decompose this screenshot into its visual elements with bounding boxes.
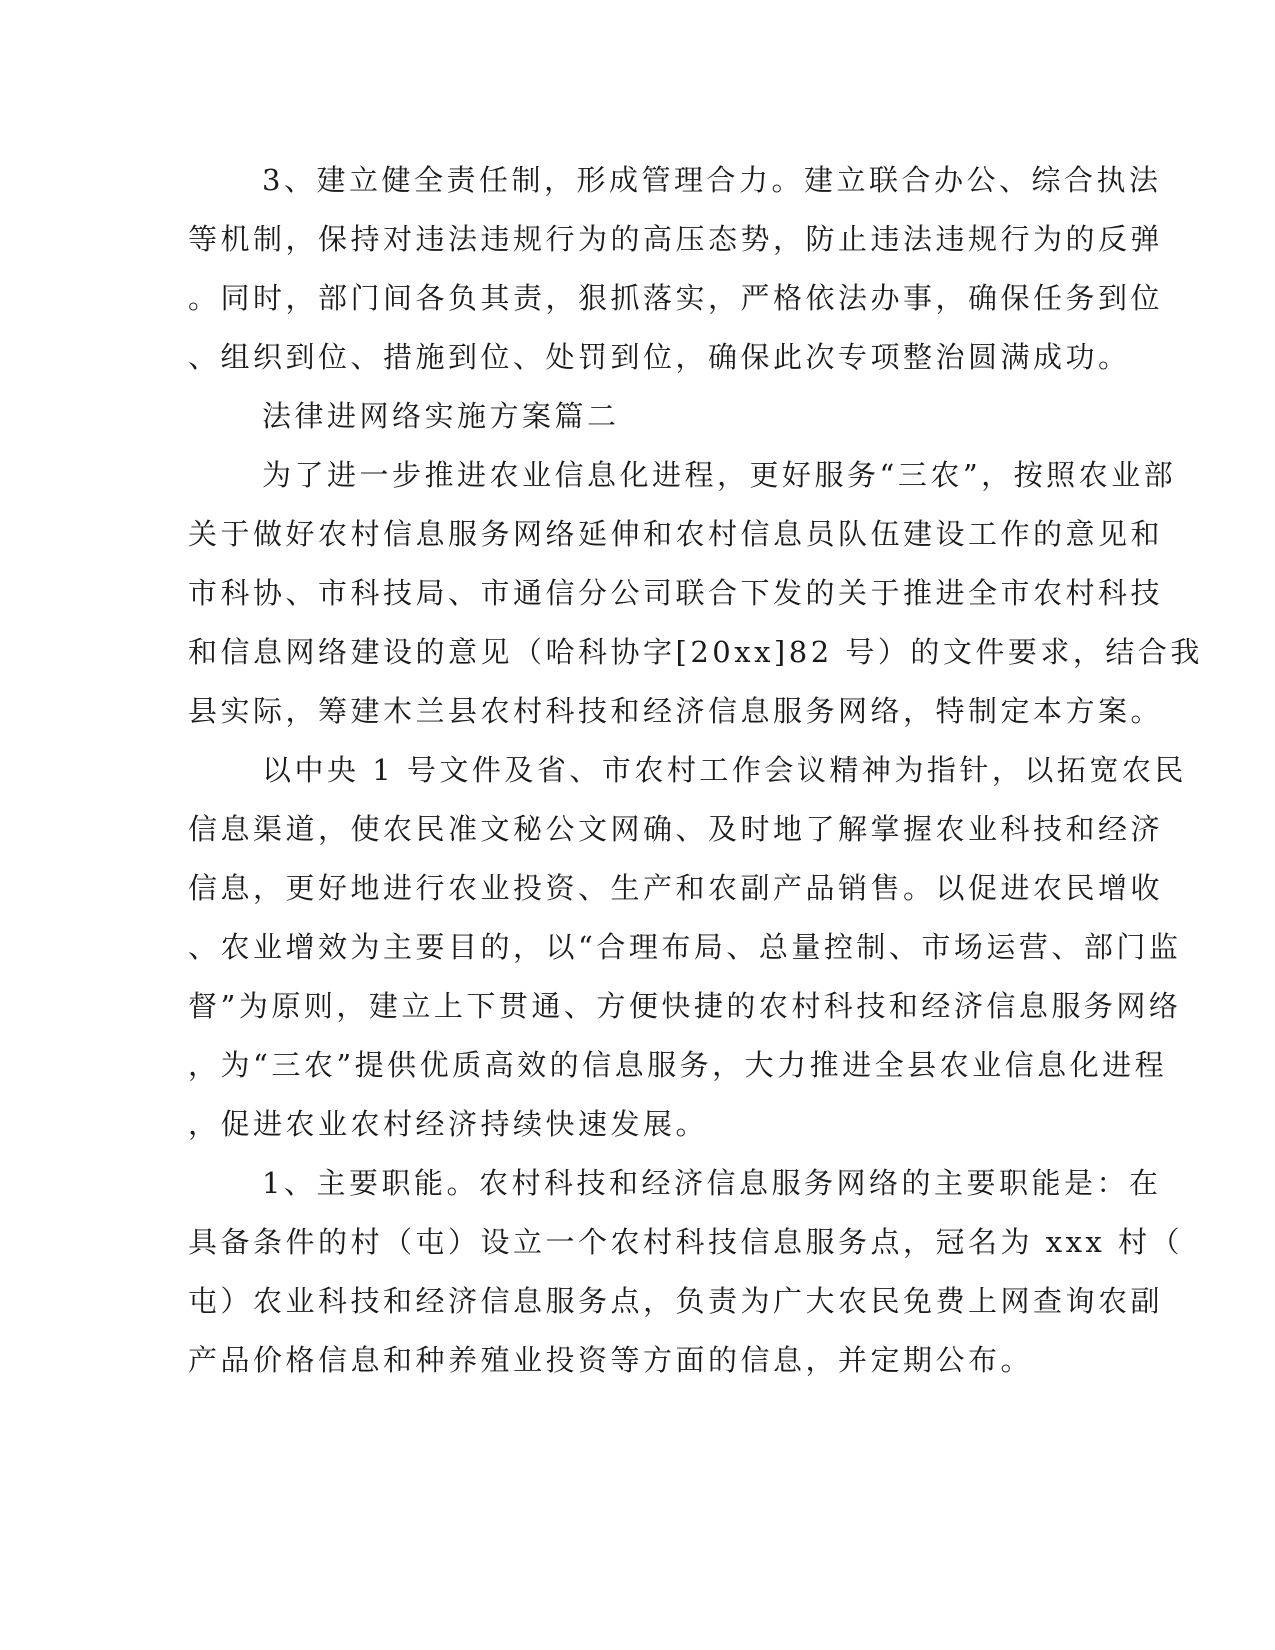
section-heading: 法律进网络实施方案篇二 — [262, 399, 620, 433]
paragraph-line: 信息，更好地进行农业投资、生产和农副产品销售。以促进农民增收 — [188, 871, 1164, 905]
paragraph-line: 、农业增效为主要目的，以“合理布局、总量控制、市场运营、部门监 — [188, 930, 1182, 964]
paragraph-line: 等机制，保持对违法违规行为的高压态势，防止违法违规行为的反弹 — [188, 222, 1164, 256]
paragraph-line: ，促进农业农村经济持续快速发展。 — [188, 1107, 709, 1141]
paragraph-line: 市科协、市科技局、市通信分公司联合下发的关于推进全市农村科技 — [188, 576, 1164, 610]
paragraph-line: 1、主要职能。农村科技和经济信息服务网络的主要职能是：在 — [262, 1166, 1162, 1200]
paragraph-line: 屯）农业科技和经济信息服务点，负责为广大农民免费上网查询农副 — [188, 1284, 1164, 1318]
paragraph-line: 督”为原则，建立上下贯通、方便快捷的农村科技和经济信息服务网络 — [188, 989, 1182, 1023]
paragraph-line: 信息渠道，使农民准文秘公文网确、及时地了解掌握农业科技和经济 — [188, 812, 1164, 846]
paragraph-line: 具备条件的村（屯）设立一个农村科技信息服务点，冠名为 xxx 村（ — [188, 1225, 1184, 1259]
paragraph-line: 县实际，筹建木兰县农村科技和经济信息服务网络，特制定本方案。 — [188, 694, 1164, 728]
paragraph-line: 产品价格信息和种养殖业投资等方面的信息，并定期公布。 — [188, 1343, 1034, 1377]
paragraph-line: 、组织到位、措施到位、处罚到位，确保此次专项整治圆满成功。 — [188, 340, 1131, 374]
paragraph-line: 关于做好农村信息服务网络延伸和农村信息员队伍建设工作的意见和 — [188, 517, 1164, 551]
paragraph-line: 和信息网络建设的意见（哈科协字[20xx]82 号）的文件要求，结合我 — [188, 635, 1203, 669]
paragraph-line: 。同时，部门间各负其责，狠抓落实，严格依法办事，确保任务到位 — [188, 281, 1164, 315]
paragraph-line: ，为“三农”提供优质高效的信息服务，大力推进全县农业信息化进程 — [188, 1048, 1168, 1082]
paragraph-line: 3、建立健全责任制，形成管理合力。建立联合办公、综合执法 — [262, 163, 1162, 197]
paragraph-line: 以中央 1 号文件及省、市农村工作会议精神为指针，以拓宽农民 — [262, 753, 1187, 787]
paragraph-line: 为了进一步推进农业信息化进程，更好服务“三农”，按照农业部 — [262, 458, 1177, 492]
